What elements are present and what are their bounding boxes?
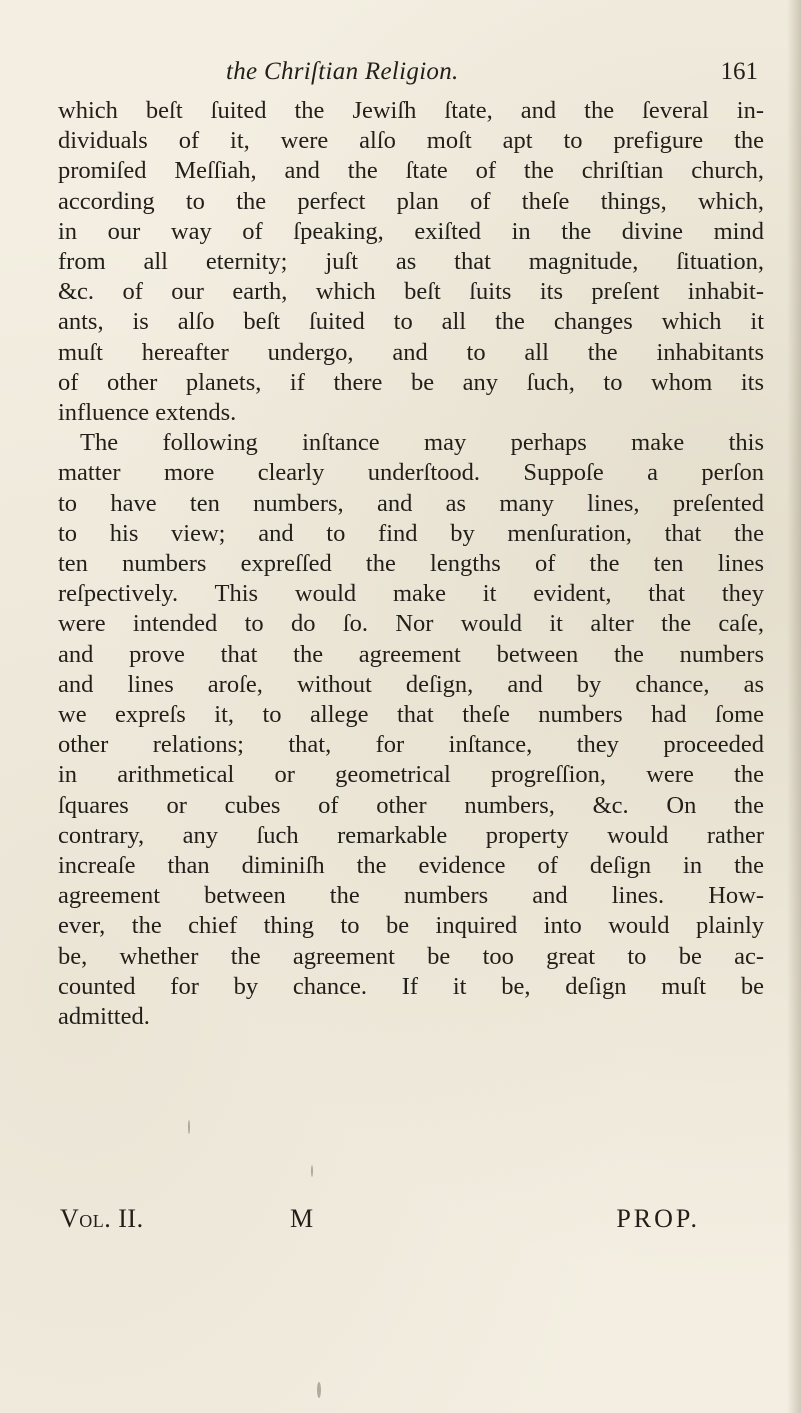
text-line: were intended to do ſo. Nor would it alter the caſe, — [58, 610, 764, 638]
body-text — [58, 96, 764, 1032]
text-line: and lines aroſe, without deſign, and by chance, as — [58, 670, 764, 698]
volume-label: Vol. II. — [60, 1204, 144, 1233]
text-line: to have ten numbers, and as many lines, preſented — [58, 489, 764, 517]
text-line: ten numbers expreſſed the lengths of the ten lines — [58, 550, 764, 578]
text-line: contrary, any ſuch remarkable property would rather — [58, 821, 764, 849]
text-line: increaſe than diminiſh the evidence of deſign in the — [58, 852, 764, 880]
page-header — [226, 58, 758, 98]
page-edge-shadow — [787, 0, 801, 1413]
text-line: promiſed Meſſiah, and the ſtate of the chriſtian church, — [58, 157, 764, 185]
text-line: muſt hereafter undergo, and to all the inhabitants — [58, 338, 764, 366]
running-head: the Chriſtian Religion. — [226, 58, 459, 85]
text-line: ants, is alſo beſt ſuited to all the changes which it — [58, 308, 764, 336]
text-line: ſquares or cubes of other numbers, &c. On the — [58, 791, 764, 819]
paper-speck — [311, 1165, 313, 1177]
text-line: The following inſtance may perhaps make this — [80, 429, 764, 457]
text-line: we expreſs it, to allege that theſe numbers had ſome — [58, 701, 764, 729]
text-line: and prove that the agreement between the numbers — [58, 640, 764, 668]
page-number: 161 — [720, 58, 758, 85]
text-line: other relations; that, for inſtance, they proceeded — [58, 731, 764, 759]
text-line: matter more clearly underſtood. Suppoſe a perſon — [58, 459, 764, 487]
page-footer — [60, 1204, 700, 1244]
text-line: ever, the chief thing to be inquired into would plainly — [58, 912, 764, 940]
text-line: reſpectively. This would make it evident, that they — [58, 580, 764, 608]
text-line: dividuals of it, were alſo moſt apt to prefigure the — [58, 127, 764, 155]
text-line: from all eternity; juſt as that magnitude, ſituation, — [58, 248, 764, 276]
paper-speck — [188, 1120, 190, 1134]
text-line: agreement between the numbers and lines. How- — [58, 882, 764, 910]
paper-speck — [317, 1382, 321, 1398]
text-line: admitted. — [58, 1003, 150, 1031]
text-line: in our way of ſpeaking, exiſted in the divine mind — [58, 217, 764, 245]
text-line: &c. of our earth, which beſt ſuits its preſent inhabit- — [58, 278, 764, 306]
text-line: of other planets, if there be any ſuch, to whom its — [58, 368, 764, 396]
signature-mark: M — [290, 1204, 314, 1233]
catchword: PROP. — [616, 1204, 700, 1233]
text-line: influence extends. — [58, 399, 237, 427]
text-line: counted for by chance. If it be, deſign muſt be — [58, 972, 764, 1000]
text-line: be, whether the agreement be too great to be ac- — [58, 942, 764, 970]
text-line: to his view; and to find by menſuration, that the — [58, 519, 764, 547]
text-line: according to the perfect plan of theſe things, which, — [58, 187, 764, 215]
text-line: which beſt ſuited the Jewiſh ſtate, and the ſeveral in- — [58, 97, 764, 124]
text-line: in arithmetical or geometrical progreſſion, were the — [58, 761, 764, 789]
